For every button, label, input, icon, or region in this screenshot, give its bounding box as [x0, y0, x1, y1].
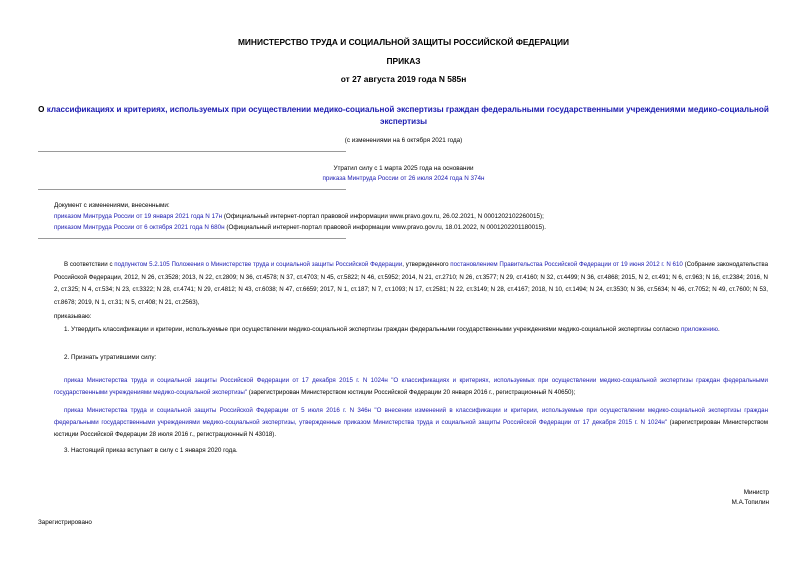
- regulation-link[interactable]: подпунктом 5.2.105 Положения о Министерстве труда и социальной защиты Российской Федерации: [114, 261, 403, 268]
- repealed-order-2: приказ Министерства труда и социальной защиты Российской Федерации от 5 июля 2016 г. N 346н "О внесении изменений в классификации и критерии, используемые при осуществлении медико-социальной экспертизы граждан федеральными государственными учреждениями медико-социальной экспертизы, утвержденные приказом Министерства труда и социальной защиты Российской Федерации от 17 декабря 2015 г. N 1024н" (зарегистрирован Министерством юстиции Российской Федерации 28 июля 2016 г., регистрационный N 43018).: [54, 407, 768, 438]
- registered-label: Зарегистрировано: [38, 519, 92, 526]
- signatory-name: М.А.Топилин: [731, 499, 769, 506]
- appendix-link[interactable]: приложению: [680, 326, 718, 333]
- ministry-heading: МИНИСТЕРСТВО ТРУДА И СОЦИАЛЬНОЙ ЗАЩИТЫ РОССИЙСКОЙ ФЕДЕРАЦИИ: [237, 37, 570, 47]
- change-link[interactable]: приказом Минтруда России от 6 октября 2021 года N 680н: [54, 224, 225, 231]
- signature-block: [732, 488, 769, 508]
- changes-block: [54, 200, 774, 233]
- item-1-paragraph: 1. Утвердить классификации и критерии, используемые при осуществлении медико-социальной экспертизы граждан федеральными государственными учреждениями медико-социальной экспертизы согласно приложению.: [64, 326, 720, 333]
- repealed-order-link[interactable]: приказ Министерства труда и социальной защиты Российской Федерации от 17 декабря 2015 г. N 1024н "О классификациях и критериях, используемых при осуществлении медико-социальной экспертизы граждан федеральными государственными учреждениями медико-социальной экспертизы": [54, 377, 768, 396]
- lost-force-text: Утратил силу с 1 марта 2025 года на основании: [333, 165, 474, 172]
- divider: [38, 238, 346, 239]
- item-2-paragraph: 2. Признать утратившими силу:: [64, 354, 157, 361]
- changes-intro: Документ с изменениями, внесенными:: [54, 202, 170, 209]
- resolution-link[interactable]: постановлением Правительства Российской Федерации от 19 июня 2012 г. N 610: [450, 261, 683, 268]
- title-prefix: О: [38, 105, 47, 114]
- change-item: [54, 222, 774, 233]
- amendment-note: (с изменениями на 6 октября 2021 года): [344, 137, 463, 144]
- repealed-order-1: приказ Министерства труда и социальной защиты Российской Федерации от 17 декабря 2015 г. N 1024н "О классификациях и критериях, используемых при осуществлении медико-социальной экспертизы граждан федеральными государственными учреждениями медико-социальной экспертизы" (зарегистрирован Министерством юстиции Российской Федерации 20 января 2016 г., регистрационный N 40650);: [54, 377, 768, 396]
- change-detail: (Официальный интернет-портал правовой информации www.pravo.gov.ru, 18.01.2022, N 0001202201180015).: [224, 224, 546, 231]
- change-detail: (Официальный интернет-портал правовой информации www.pravo.gov.ru, 26.02.2021, N 0001202102260015);: [222, 213, 544, 220]
- document-date-number: от 27 августа 2019 года N 585н: [340, 74, 467, 84]
- order-word: приказываю:: [54, 313, 92, 320]
- signatory-position: Министр: [743, 489, 769, 496]
- item-3-paragraph: 3. Настоящий приказ вступает в силу с 1 января 2020 года.: [64, 447, 238, 454]
- repealed-order-link[interactable]: приказ Министерства труда и социальной защиты Российской Федерации от 5 июля 2016 г. N 346н "О внесении изменений в классификации и критерии, используемые при осуществлении медико-социальной экспертизы граждан федеральными государственными учреждениями медико-социальной экспертизы, утвержденные приказом Министерства труда и социальной защиты Российской Федерации от 17 декабря 2015 г. N 1024н": [54, 407, 768, 426]
- document-type: ПРИКАЗ: [386, 56, 421, 66]
- divider: [38, 189, 346, 190]
- lost-force-note: [0, 164, 807, 184]
- document-title: [38, 104, 769, 128]
- lost-force-link[interactable]: приказа Минтруда России от 26 июля 2024 года N 374н: [322, 175, 485, 182]
- change-item: [54, 211, 774, 222]
- title-link[interactable]: классификациях и критериях, используемых при осуществлении медико-социальной экспертизы граждан федеральными государственными учреждениями медико-социальной экспертизы: [46, 105, 769, 126]
- change-link[interactable]: приказом Минтруда России от 19 января 2021 года N 17н: [54, 213, 223, 220]
- legal-basis-paragraph: В соответствии с подпунктом 5.2.105 Положения о Министерстве труда и социальной защиты Российской Федерации, утвержденного постановлением Правительства Российской Федерации от 19 июня 2012 г. N 610 (Собрание законодательства Российской Федерации, 2012, N 26, ст.3528; 2013, N 22, ст.2809; N 36, ст.4578; N 37, ст.4703; N 45, ст.5822; N 46, ст.5952; 2014, N 21, ст.2710; N 26, ст.3577; N 29, ст.4160; N 32, ст.4499; N 36, ст.4868; 2015, N 2, ст.491; N 6, ст.963; N 16, ст.2384; 2016, N 2, ст.325; N 4, ст.534; N 23, ст.3322; N 28, ст.4741; N 29, ст.4812; N 43, ст.6038; N 47, ст.6659; 2017, N 1, ст.187; N 7, ст.1093; N 17, ст.2581; N 22, ст.3149; N 28, ст.4167; 2018, N 10, ст.1494; N 24, ст.3530; N 36, ст.5634; N 46, ст.7052; N 49, ст.7600; N 53, ст.8678; 2019, N 1, ст.31; N 5, ст.408; N 21, ст.2563),: [54, 261, 768, 306]
- divider: [38, 151, 346, 152]
